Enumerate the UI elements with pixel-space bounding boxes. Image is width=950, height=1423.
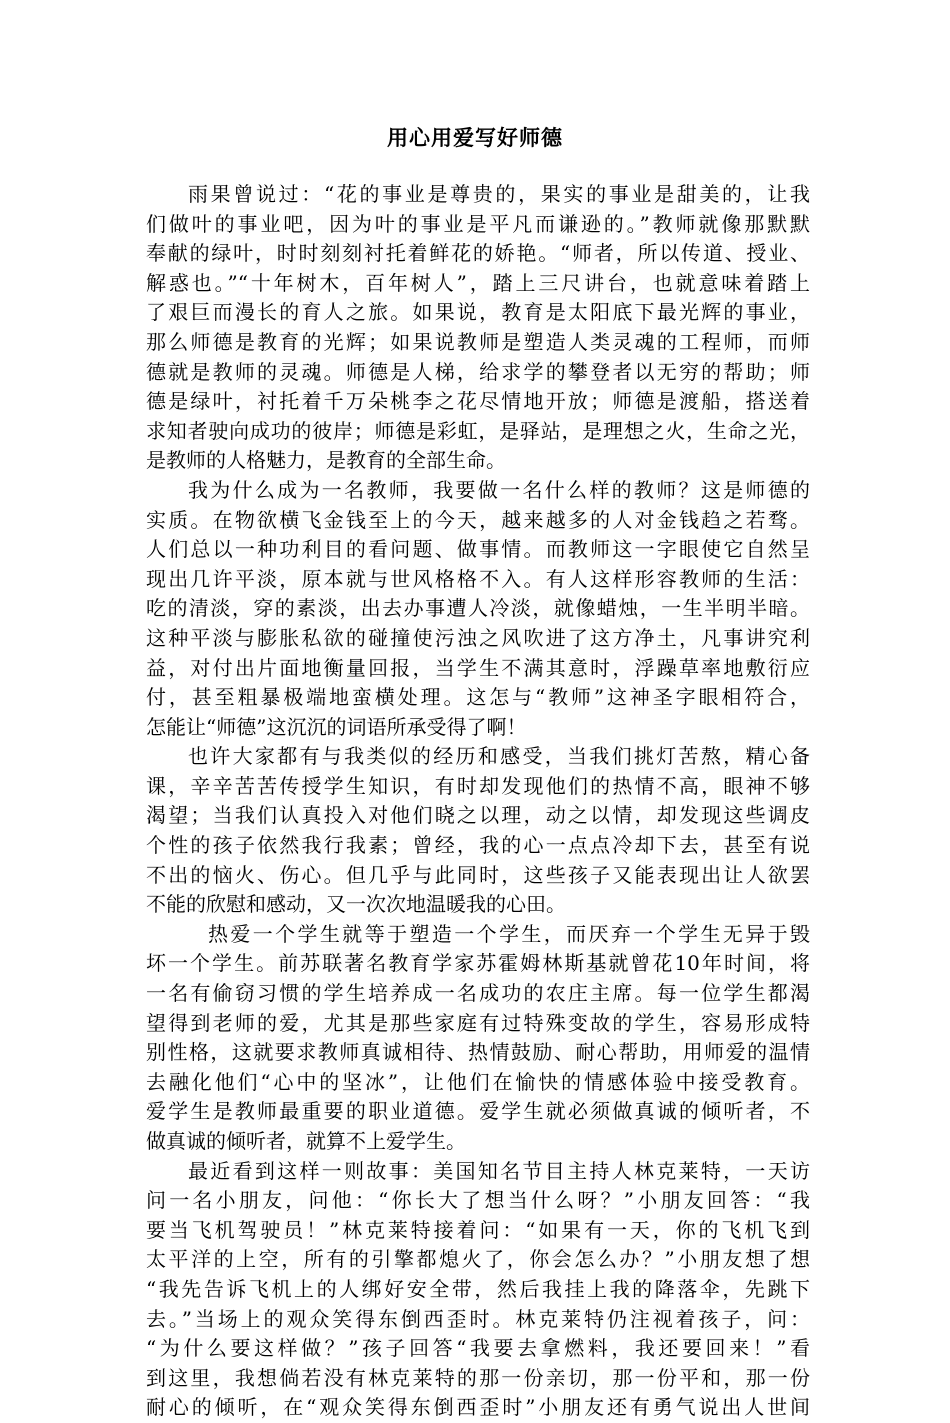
paragraph-2 [146, 476, 810, 742]
text-line: 望得到老师的爱，尤其是那些家庭有过特殊变故的学生，容易形成特 [146, 1010, 810, 1035]
text-line: 们做叶的事业吧，因为叶的事业是平凡而谦逊的。”教师就像那默默 [146, 211, 810, 236]
text-line: 雨果曾说过：“花的事业是尊贵的，果实的事业是甜美的，让我 [188, 182, 810, 206]
text-line: 耐心的倾听，在“观众笑得东倒西歪时”小朋友还有勇气说出人世间 [146, 1395, 810, 1420]
text-line: 德就是教师的灵魂。师德是人梯，给求学的攀登者以无穷的帮助；师 [146, 359, 810, 384]
text-line: 最近看到这样一则故事：美国知名节目主持人林克莱特，一天访 [188, 1158, 810, 1183]
text-line: 太平洋的上空，所有的引擎都熄火了，你会怎么办？”小朋友想了想 [146, 1247, 810, 1272]
document-body [146, 180, 810, 1423]
text-line: 吃的清淡，穿的素淡，出去办事遭人冷淡，就像蜡烛，一生半明半暗。 [146, 596, 810, 621]
text-line: “为什么要这样做？”孩子回答“我要去拿燃料，我还要回来！”看 [146, 1336, 810, 1361]
text-line: 怎能让“师德”这沉沉的词语所承受得了啊！ [146, 714, 527, 739]
text-line: 人们总以一种功利目的看问题、做事情。而教师这一字眼使它自然呈 [146, 537, 810, 562]
text-line: 奉献的绿叶，时时刻刻衬托着鲜花的娇艳。“师者，所以传道、授业、 [146, 241, 810, 266]
paragraph-1 [146, 180, 810, 476]
text-line: 不能的欣慰和感动，又一次次地温暖我的心田。 [146, 892, 566, 917]
text-line: 一名有偷窃习惯的学生培养成一名成功的农庄主席。每一位学生都渴 [146, 981, 810, 1006]
text-line: 解惑也。”“十年树木，百年树人”，踏上三尺讲台，也就意味着踏上 [146, 270, 810, 295]
text-line: 到这里，我想倘若没有林克莱特的那一份亲切，那一份平和，那一份 [146, 1365, 810, 1390]
text-line: 坏一个学生。前苏联著名教育学家苏霍姆林斯基就曾花10年时间，将 [146, 951, 810, 976]
text-line: 那么师德是教育的光辉；如果说教师是塑造人类灵魂的工程师，而师 [146, 329, 810, 354]
paragraph-5 [146, 1157, 810, 1423]
document-title: 用心用爱写好师德 [387, 126, 563, 150]
text-line: 课，辛辛苦苦传授学生知识，有时却发现他们的热情不高，眼神不够 [146, 773, 810, 798]
text-line: 了艰巨而漫长的育人之旅。如果说，教育是太阳底下最光辉的事业， [146, 300, 810, 325]
text-line: 问一名小朋友，问他：“你长大了想当什么呀？”小朋友回答：“我 [146, 1188, 810, 1213]
text-line: 求知者驶向成功的彼岸；师德是彩虹，是驿站，是理想之火，生命之光， [146, 418, 810, 443]
text-line: 爱学生是教师最重要的职业道德。爱学生就必须做真诚的倾听者，不 [146, 1099, 810, 1124]
text-line: 做真诚的倾听者，就算不上爱学生。 [146, 1129, 466, 1153]
text-line: 渴望；当我们认真投入对他们晓之以理，动之以情，却发现这些调皮 [146, 803, 810, 828]
text-line: 去。”当场上的观众笑得东倒西歪时。林克莱特仍注视着孩子，问： [146, 1306, 810, 1331]
paragraph-4 [146, 920, 810, 1157]
text-line: 我为什么成为一名教师，我要做一名什么样的教师？这是师德的 [188, 477, 810, 502]
text-line: 个性的孩子依然我行我素；曾经，我的心一点点冷却下去，甚至有说 [146, 833, 810, 858]
text-line: 益，对付出片面地衡量回报，当学生不满其意时，浮躁草率地敷衍应 [146, 655, 810, 680]
text-line: 实质。在物欲横飞金钱至上的今天，越来越多的人对金钱趋之若骛。 [146, 507, 810, 532]
text-line: 现出几许平淡，原本就与世风格格不入。有人这样形容教师的生活： [146, 566, 810, 591]
text-line: 别性格，这就要求教师真诚相待、热情鼓励、耐心帮助，用师爱的温情 [146, 1040, 810, 1065]
text-line: 也许大家都有与我类似的经历和感受，当我们挑灯苦熬，精心备 [188, 744, 810, 769]
text-line: 要当飞机驾驶员！”林克莱特接着问：“如果有一天，你的飞机飞到 [146, 1217, 810, 1242]
text-line: 去融化他们“心中的坚冰”，让他们在愉快的情感体验中接受教育。 [146, 1069, 810, 1094]
text-line: 这种平淡与膨胀私欲的碰撞使污浊之风吹进了这方净土，凡事讲究利 [146, 625, 810, 650]
text-line: “我先告诉飞机上的人绑好安全带，然后我挂上我的降落伞，先跳下 [146, 1276, 810, 1301]
text-line: 德是绿叶，衬托着千万朵桃李之花尽情地开放；师德是渡船，搭送着 [146, 389, 810, 414]
text-line: 是教师的人格魅力，是教育的全部生命。 [146, 448, 506, 473]
text-line: 热爱一个学生就等于塑造一个学生，而厌弃一个学生无异于毁 [208, 921, 810, 946]
paragraph-3 [146, 742, 810, 920]
text-line: 付，甚至粗暴极端地蛮横处理。这怎与“教师”这神圣字眼相符合， [146, 685, 810, 710]
text-line: 不出的恼火、伤心。但几乎与此同时，这些孩子又能表现出让人欲罢 [146, 862, 810, 887]
